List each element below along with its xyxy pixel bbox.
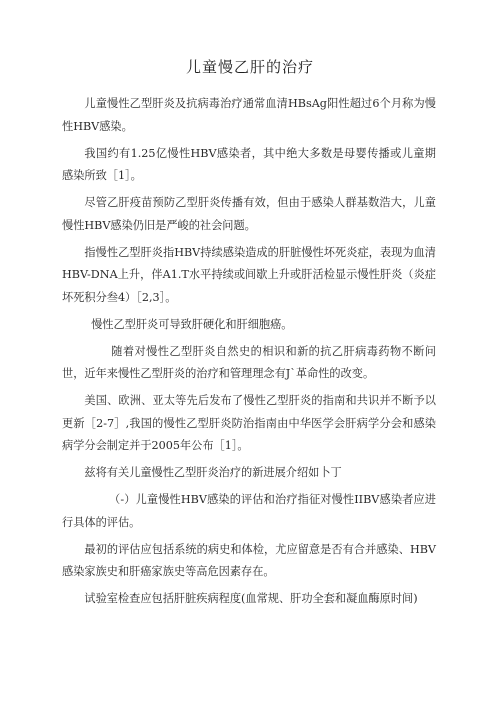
paragraph-4: 指慢性乙型肝炎指HBV持续感染造成的肝脏慢性坏死炎症，表现为血清HBV-DNA上升，伴A1.T水平持续或间歇上升或肝活检显示慢性肝炎（炎症坏死积分叁4）［2,3］。 — [62, 245, 436, 304]
paragraph-1: 儿童慢性乙型肝炎及抗病毒治疗通常血清HBsAg阳性超过6个月称为慢性HBV感染。 — [62, 97, 436, 133]
document-title: 儿童慢乙肝的治疗 — [185, 58, 314, 76]
paragraph-10: 最初的评估应包括系统的病史和体检，尤应留意是否有合并感染、HBV感染家族史和肝癌家族史等高危因素存在。 — [62, 542, 436, 578]
paragraph-8: 兹将有关儿童慢性乙型肝炎治疗的新进展介绍如卜丁 — [84, 466, 342, 479]
document-body — [62, 93, 436, 615]
paragraph-6: 随着对慢性乙型肝炎自然史的相识和新的抗乙肝病毒药物不断问世，近年来慢性乙型肝炎的治疗和管理理念有J`革命性的改变。 — [62, 344, 436, 380]
paragraph-5: 慢性乙型肝炎可导致肝硬化和肝细胞癌。 — [91, 317, 293, 331]
paragraph-2: 我国约有1.25亿慢性HBV感染者，其中绝大多数是母婴传播或儿童期感染所致［1］。 — [62, 146, 436, 182]
paragraph-3: 尽管乙肝疫苗预防乙型肝炎传播有效，但由于感染人群基数浩大，儿童慢性HBV感染仍旧是严峻的社会问题。 — [62, 196, 436, 232]
paragraph-9: （-）儿童慢性HBV感染的评估和治疗指征对慢性IIBV感染者应进行具体的评估。 — [62, 493, 436, 529]
paragraph-7: 美国、欧洲、亚太等先后发布了慢性乙型肝炎的指南和共识并不断予以更新［2-7］,我国的慢性乙型肝炎防治指南由中华医学会肝病学分会和感染病学分会制定并于2005年公布［1］。 — [62, 394, 436, 452]
paragraph-11: 试验室检查应包括肝脏疾病程度(血常规、肝功全套和凝血酶原时间) — [84, 592, 418, 605]
